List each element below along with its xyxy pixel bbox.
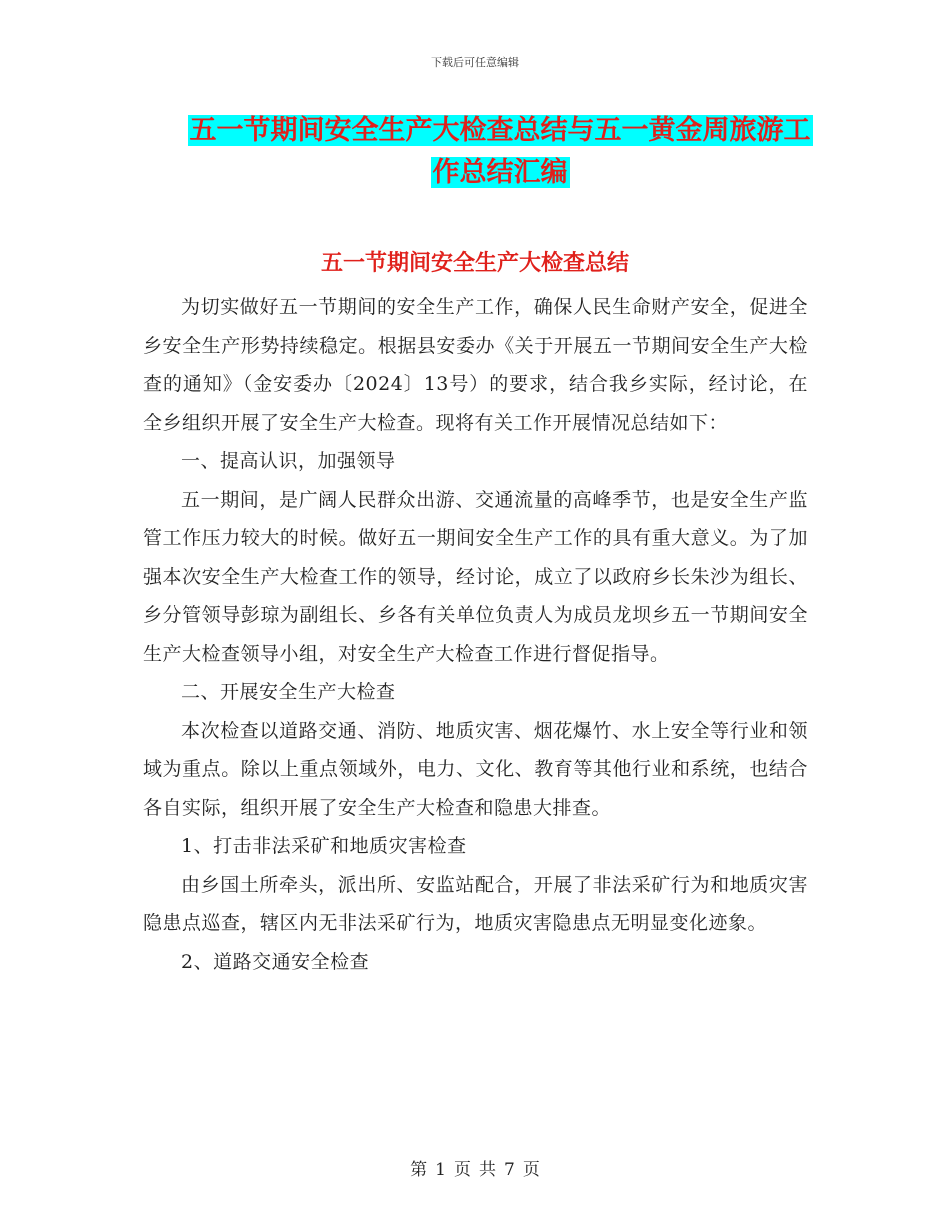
header-note: 下载后可任意编辑 [431,56,519,69]
section-title: 五一节期间安全生产大检查总结 [320,251,629,276]
footer-label-ye: 页 [454,1160,471,1180]
body-text [143,288,808,981]
footer-label-total: 共 [479,1160,496,1180]
heading-2: 二、开展安全生产大检查 [181,681,396,703]
title-line-1: 五一节期间安全生产大检查总结与五一黄金周旅游工 [189,115,811,146]
footer-total-pages: 7 [504,1160,515,1180]
heading-1: 一、提高认识，加强领导 [181,450,396,472]
footer-label-page: 第 [410,1160,428,1180]
title-line-2: 作总结汇编 [432,157,568,188]
footer-current-page: 1 [435,1160,446,1180]
subheading-2: 2、道路交通安全检查 [181,950,370,973]
page-footer [0,1155,950,1180]
subheading-1: 1、打击非法采矿和地质灾害检查 [181,835,467,857]
paragraph: 由乡国土所牵头，派出所、安监站配合，开展了非法采矿行为和地质灾害隐患点巡查，辖区内无非法采矿行为，地质灾害隐患点无明显变化迹象。 [143,873,808,934]
paragraph-intro: 为切实做好五一节期间的安全生产工作，确保人民生命财产安全，促进全乡安全生产形势持续稳定。根据县安委办《关于开展五一节期间安全生产大检查的通知》（金安委办〔2024〕13号）的要求，结合我乡实际，经讨论，在全乡组织开展了安全生产大检查。现将有关工作开展情况总结如下： [143,296,808,434]
document-title [0,110,950,194]
footer-label-end: 页 [522,1160,540,1180]
paragraph: 本次检查以道路交通、消防、地质灾害、烟花爆竹、水上安全等行业和领域为重点。除以上重点领域外，电力、文化、教育等其他行业和系统，也结合各自实际，组织开展了安全生产大检查和隐患大排查。 [143,719,808,819]
paragraph: 五一期间，是广阔人民群众出游、交通流量的高峰季节，也是安全生产监管工作压力较大的时候。做好五一期间安全生产工作的具有重大意义。为了加强本次安全生产大检查工作的领导，经讨论，成立了以政府乡长朱沙为组长、乡分管领导彭琼为副组长、乡各有关单位负责人为成员龙坝乡五一节期间安全生产大检查领导小组，对安全生产大检查工作进行督促指导。 [143,488,808,665]
